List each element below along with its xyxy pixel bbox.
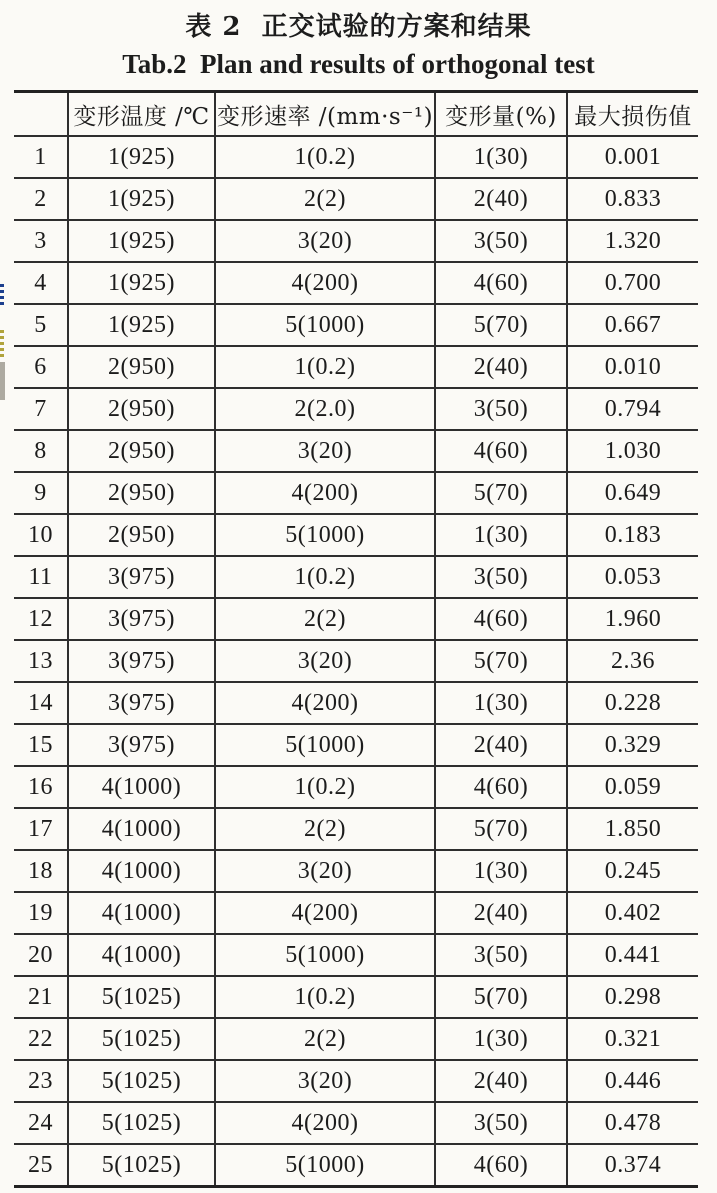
data-cell: 5(70) <box>435 304 567 346</box>
data-cell: 4(200) <box>215 1102 435 1144</box>
orthogonal-test-table <box>14 90 698 1188</box>
row-number-cell: 4 <box>14 262 68 304</box>
data-cell: 5(1000) <box>215 724 435 766</box>
data-cell: 5(1000) <box>215 934 435 976</box>
table-row <box>14 304 698 346</box>
header-deformation-temperature: 变形温度 /℃ <box>68 92 215 137</box>
data-cell: 1.320 <box>567 220 698 262</box>
table-row <box>14 892 698 934</box>
data-cell: 0.059 <box>567 766 698 808</box>
data-cell: 2.36 <box>567 640 698 682</box>
data-cell: 0.833 <box>567 178 698 220</box>
data-cell: 2(950) <box>68 514 215 556</box>
data-cell: 1(0.2) <box>215 556 435 598</box>
data-cell: 2(2) <box>215 808 435 850</box>
table-row <box>14 136 698 178</box>
data-cell: 4(200) <box>215 682 435 724</box>
data-cell: 5(70) <box>435 976 567 1018</box>
data-cell: 3(975) <box>68 640 215 682</box>
data-cell: 5(1025) <box>68 1060 215 1102</box>
data-cell: 2(950) <box>68 430 215 472</box>
data-cell: 0.228 <box>567 682 698 724</box>
data-cell: 2(950) <box>68 472 215 514</box>
data-cell: 0.298 <box>567 976 698 1018</box>
table-row <box>14 430 698 472</box>
data-cell: 3(20) <box>215 220 435 262</box>
data-cell: 2(2) <box>215 1018 435 1060</box>
table-row <box>14 1102 698 1144</box>
header-row <box>14 92 698 137</box>
row-number-cell: 23 <box>14 1060 68 1102</box>
data-cell: 5(1025) <box>68 976 215 1018</box>
table-row <box>14 682 698 724</box>
header-max-damage-value: 最大损伤值 <box>567 92 698 137</box>
table-row <box>14 220 698 262</box>
data-cell: 0.667 <box>567 304 698 346</box>
data-cell: 2(40) <box>435 892 567 934</box>
scan-artifact-yellow <box>0 330 4 358</box>
data-cell: 1(30) <box>435 682 567 724</box>
data-cell: 0.321 <box>567 1018 698 1060</box>
table-title-chinese: 表 2 正交试验的方案和结果 <box>185 12 532 42</box>
row-number-cell: 11 <box>14 556 68 598</box>
data-cell: 0.441 <box>567 934 698 976</box>
data-cell: 0.402 <box>567 892 698 934</box>
table-row <box>14 556 698 598</box>
data-cell: 5(1000) <box>215 1144 435 1187</box>
table-row <box>14 1144 698 1187</box>
scan-artifact-gray <box>0 362 5 400</box>
data-cell: 4(200) <box>215 892 435 934</box>
row-number-cell: 9 <box>14 472 68 514</box>
data-cell: 0.700 <box>567 262 698 304</box>
data-cell: 0.649 <box>567 472 698 514</box>
table-row <box>14 724 698 766</box>
data-cell: 3(20) <box>215 850 435 892</box>
table-row <box>14 1060 698 1102</box>
data-cell: 5(70) <box>435 472 567 514</box>
header-deformation-rate: 变形速率 /(mm·s⁻¹) <box>215 92 435 137</box>
data-cell: 4(60) <box>435 1144 567 1187</box>
data-cell: 1(30) <box>435 136 567 178</box>
table-row <box>14 598 698 640</box>
row-number-cell: 5 <box>14 304 68 346</box>
data-cell: 1(30) <box>435 514 567 556</box>
data-cell: 5(1025) <box>68 1144 215 1187</box>
data-cell: 1(0.2) <box>215 766 435 808</box>
table-row <box>14 472 698 514</box>
data-cell: 3(975) <box>68 598 215 640</box>
row-number-cell: 6 <box>14 346 68 388</box>
data-cell: 0.183 <box>567 514 698 556</box>
data-cell: 3(20) <box>215 1060 435 1102</box>
data-cell: 0.478 <box>567 1102 698 1144</box>
data-cell: 1.960 <box>567 598 698 640</box>
data-cell: 5(1000) <box>215 514 435 556</box>
data-cell: 2(40) <box>435 178 567 220</box>
data-cell: 4(60) <box>435 262 567 304</box>
data-cell: 3(975) <box>68 556 215 598</box>
data-cell: 0.446 <box>567 1060 698 1102</box>
data-cell: 4(1000) <box>68 766 215 808</box>
row-number-cell: 21 <box>14 976 68 1018</box>
data-cell: 1.850 <box>567 808 698 850</box>
data-cell: 0.001 <box>567 136 698 178</box>
data-cell: 3(50) <box>435 934 567 976</box>
data-cell: 4(1000) <box>68 850 215 892</box>
row-number-cell: 18 <box>14 850 68 892</box>
table-row <box>14 346 698 388</box>
data-cell: 1(925) <box>68 304 215 346</box>
data-cell: 3(50) <box>435 556 567 598</box>
row-number-cell: 12 <box>14 598 68 640</box>
data-cell: 2(2) <box>215 598 435 640</box>
data-cell: 5(1025) <box>68 1018 215 1060</box>
data-cell: 5(1000) <box>215 304 435 346</box>
row-number-cell: 24 <box>14 1102 68 1144</box>
data-cell: 2(2.0) <box>215 388 435 430</box>
data-cell: 2(40) <box>435 346 567 388</box>
table-row <box>14 178 698 220</box>
row-number-cell: 20 <box>14 934 68 976</box>
data-cell: 3(50) <box>435 220 567 262</box>
data-cell: 1(0.2) <box>215 976 435 1018</box>
data-cell: 4(60) <box>435 598 567 640</box>
data-cell: 2(40) <box>435 724 567 766</box>
table-row <box>14 514 698 556</box>
data-cell: 1(925) <box>68 136 215 178</box>
table-row <box>14 640 698 682</box>
data-cell: 5(1025) <box>68 1102 215 1144</box>
table-row <box>14 388 698 430</box>
data-cell: 2(40) <box>435 1060 567 1102</box>
data-cell: 0.053 <box>567 556 698 598</box>
table-row <box>14 850 698 892</box>
data-cell: 4(200) <box>215 262 435 304</box>
data-cell: 3(50) <box>435 388 567 430</box>
row-number-cell: 14 <box>14 682 68 724</box>
data-cell: 4(1000) <box>68 892 215 934</box>
data-cell: 1.030 <box>567 430 698 472</box>
row-number-cell: 16 <box>14 766 68 808</box>
data-cell: 0.245 <box>567 850 698 892</box>
data-cell: 2(950) <box>68 388 215 430</box>
data-cell: 4(1000) <box>68 808 215 850</box>
row-number-cell: 25 <box>14 1144 68 1187</box>
table-row <box>14 766 698 808</box>
row-number-cell: 7 <box>14 388 68 430</box>
row-number-cell: 2 <box>14 178 68 220</box>
data-cell: 1(0.2) <box>215 136 435 178</box>
table-row <box>14 808 698 850</box>
data-cell: 2(950) <box>68 346 215 388</box>
data-cell: 4(1000) <box>68 934 215 976</box>
table-row <box>14 1018 698 1060</box>
row-number-cell: 10 <box>14 514 68 556</box>
data-cell: 0.329 <box>567 724 698 766</box>
row-number-cell: 3 <box>14 220 68 262</box>
data-cell: 3(975) <box>68 682 215 724</box>
data-cell: 0.010 <box>567 346 698 388</box>
data-cell: 3(20) <box>215 640 435 682</box>
data-cell: 4(60) <box>435 766 567 808</box>
data-cell: 1(925) <box>68 262 215 304</box>
header-run-number <box>14 92 68 137</box>
table-title-english: Tab.2 Plan and results of orthogonal test <box>122 49 595 79</box>
row-number-cell: 1 <box>14 136 68 178</box>
table-row <box>14 262 698 304</box>
row-number-cell: 17 <box>14 808 68 850</box>
data-cell: 2(2) <box>215 178 435 220</box>
scan-artifact-blue <box>0 284 4 308</box>
table-row <box>14 976 698 1018</box>
data-cell: 3(975) <box>68 724 215 766</box>
row-number-cell: 8 <box>14 430 68 472</box>
data-cell: 1(925) <box>68 220 215 262</box>
data-cell: 3(20) <box>215 430 435 472</box>
row-number-cell: 22 <box>14 1018 68 1060</box>
table-caption <box>0 0 717 80</box>
data-cell: 5(70) <box>435 808 567 850</box>
data-cell: 1(30) <box>435 1018 567 1060</box>
data-cell: 1(30) <box>435 850 567 892</box>
row-number-cell: 13 <box>14 640 68 682</box>
table-row <box>14 934 698 976</box>
data-cell: 4(200) <box>215 472 435 514</box>
data-cell: 0.374 <box>567 1144 698 1187</box>
data-cell: 3(50) <box>435 1102 567 1144</box>
table-body <box>14 136 698 1187</box>
data-cell: 1(0.2) <box>215 346 435 388</box>
row-number-cell: 15 <box>14 724 68 766</box>
data-cell: 4(60) <box>435 430 567 472</box>
data-cell: 1(925) <box>68 178 215 220</box>
row-number-cell: 19 <box>14 892 68 934</box>
data-cell: 5(70) <box>435 640 567 682</box>
data-cell: 0.794 <box>567 388 698 430</box>
header-deformation-amount: 变形量(%) <box>435 92 567 137</box>
